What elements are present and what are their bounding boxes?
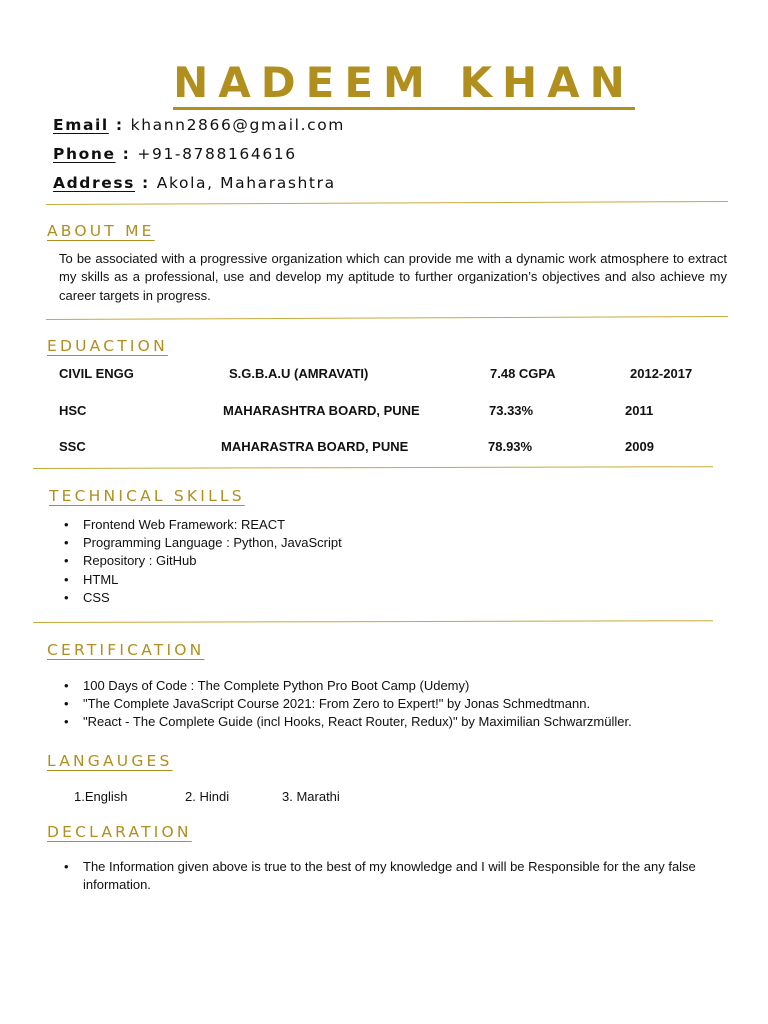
divider (33, 466, 713, 469)
contact-email (53, 116, 345, 134)
education-year: 2011 (625, 403, 654, 418)
phone-label: Phone (53, 145, 116, 163)
divider (46, 201, 728, 205)
list-item: • HTML (59, 571, 719, 589)
language-item: 2. Hindi (185, 789, 230, 804)
language-item: 1.English (74, 789, 128, 804)
declaration-heading-text: DECLARATION (47, 823, 192, 841)
education-course: SSC (59, 439, 86, 454)
contact-address (53, 174, 336, 192)
education-board: MAHARASHTRA BOARD, PUNE (223, 403, 420, 418)
resume-name-text: NADEEM KHAN (173, 58, 635, 110)
list-item: • "React - The Complete Guide (incl Hooks, React Router, Redux)" by Maximilian Schwarzmüller. (59, 713, 739, 731)
list-item: • 100 Days of Code : The Complete Python Pro Boot Camp (Udemy) (59, 677, 739, 695)
language-item: 3. Marathi (282, 789, 340, 804)
email-separator: : (108, 116, 131, 134)
about-heading (47, 222, 155, 240)
list-item: • Frontend Web Framework: REACT (59, 516, 719, 534)
education-board: S.G.B.A.U (AMRAVATI) (229, 366, 369, 381)
contact-phone (53, 145, 297, 163)
skills-heading-text: TECHNICAL SKILLS (49, 487, 245, 505)
education-course: HSC (59, 403, 87, 418)
education-year: 2012-2017 (630, 366, 693, 381)
list-item: • The Information given above is true to the best of my knowledge and I will be Responsible for the any false information. (59, 858, 727, 895)
phone-separator: : (115, 145, 138, 163)
certification-heading (47, 641, 204, 659)
address-label: Address (53, 174, 135, 192)
email-label: Email (53, 116, 109, 134)
divider (46, 316, 728, 320)
phone-value[interactable]: +91-8788164616 (137, 145, 297, 163)
list-item: • CSS (59, 589, 719, 607)
education-heading-text: EDUACTION (47, 337, 168, 355)
list-item: • Programming Language : Python, JavaScript (59, 534, 719, 552)
skills-list (59, 516, 719, 607)
education-score: 7.48 CGPA (490, 366, 556, 381)
education-score: 73.33% (489, 403, 534, 418)
divider (33, 620, 713, 623)
education-course: CIVIL ENGG (59, 366, 134, 381)
languages-heading-text: LANGAUGES (47, 752, 173, 770)
address-separator: : (135, 174, 157, 192)
skills-heading (49, 487, 245, 505)
address-value: Akola, Maharashtra (156, 174, 336, 192)
list-item: • "The Complete JavaScript Course 2021: From Zero to Expert!" by Jonas Schmedtmann. (59, 695, 739, 713)
about-text: To be associated with a progressive organization which can provide me with a dynamic work atmosphere to extract my skills as a professional, use and develop my aptitude to further organization’s objectives and also achieve my career targets in progress. (59, 251, 727, 303)
certification-heading-text: CERTIFICATION (47, 641, 205, 659)
education-score: 78.93% (488, 439, 533, 454)
certification-list (59, 677, 739, 732)
education-heading (47, 337, 168, 355)
education-board: MAHARASTRA BOARD, PUNE (221, 439, 409, 454)
resume-name (0, 58, 768, 107)
education-year: 2009 (625, 439, 654, 454)
list-item: • Repository : GitHub (59, 552, 719, 570)
about-heading-text: ABOUT ME (47, 222, 155, 240)
languages-heading (47, 752, 173, 770)
declaration-list (59, 858, 727, 895)
declaration-heading (47, 823, 192, 841)
email-value[interactable]: khann2866@gmail.com (130, 116, 345, 134)
